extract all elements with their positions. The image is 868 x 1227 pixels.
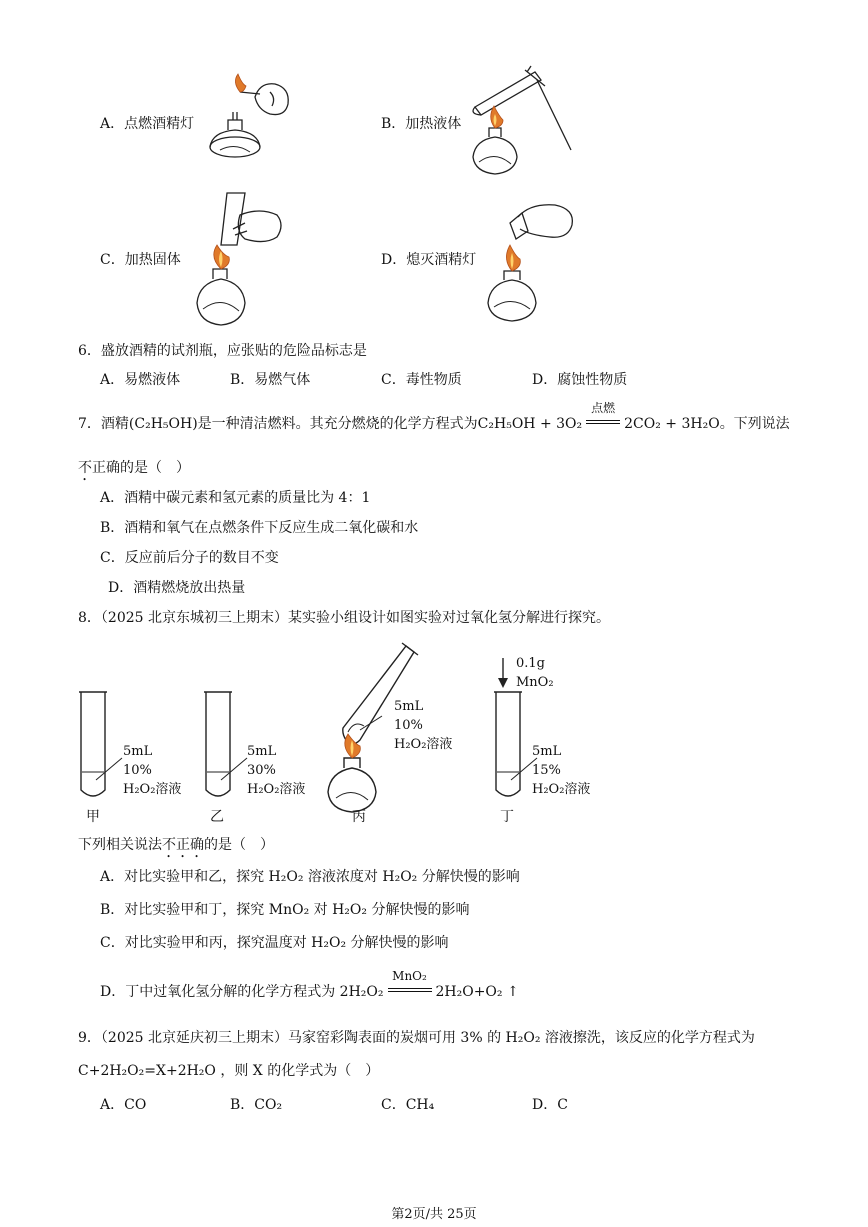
tube-ding-name: 丁 bbox=[500, 809, 514, 825]
q7-tail: 的是（ ） bbox=[120, 460, 190, 476]
q8-option-a: A．对比实验甲和乙，探究 H₂O₂ 溶液浓度对 H₂O₂ 分解快慢的影响 bbox=[100, 869, 520, 885]
q7-stem-post: 。下列说法 bbox=[719, 416, 790, 432]
tube-jia-solution: H₂O₂溶液 bbox=[123, 782, 182, 797]
tube-yi-volume: 5mL bbox=[247, 744, 277, 759]
mno2-formula: MnO₂ bbox=[516, 675, 554, 690]
tube-jia-name: 甲 bbox=[86, 809, 100, 825]
q6-option-b: B．易燃气体 bbox=[230, 372, 311, 388]
q8-question-a: 下列相关说法 bbox=[78, 837, 162, 853]
q8-question-b: 不正确 bbox=[162, 837, 204, 853]
tube-bing-volume: 5mL bbox=[394, 699, 424, 714]
tube-ding-label bbox=[532, 742, 590, 799]
q5-option-c: C．加热固体 bbox=[100, 252, 181, 268]
q7-option-b: B．酒精和氧气在点燃条件下反应生成二氧化碳和水 bbox=[100, 520, 419, 536]
q7-stem-line1 bbox=[78, 401, 790, 433]
q8-stem: 8．（2025 北京东城初三上期末）某实验小组设计如图实验对过氧化氢分解进行探究。 bbox=[78, 610, 610, 626]
mno2-mass: 0.1g bbox=[516, 656, 545, 671]
q6-option-c: C．毒性物质 bbox=[381, 372, 462, 388]
q8-option-b: B．对比实验甲和丁，探究 MnO₂ 对 H₂O₂ 分解快慢的影响 bbox=[100, 902, 470, 918]
q7-eq-left: C₂H₅OH + 3O₂ bbox=[477, 416, 583, 432]
tube-yi-solution: H₂O₂溶液 bbox=[247, 782, 306, 797]
q7-option-c: C．反应前后分子的数目不变 bbox=[100, 550, 279, 566]
tube-bing-name: 丙 bbox=[352, 809, 366, 825]
q9-option-d: D．C bbox=[532, 1097, 568, 1113]
q7-stem-pre: 7．酒精(C₂H₅OH)是一种清洁燃料。其充分燃烧的化学方程式为 bbox=[78, 416, 478, 432]
tube-jia-label bbox=[123, 742, 181, 799]
q6-stem: 6．盛放酒精的试剂瓶，应张贴的危险品标志是 bbox=[78, 343, 367, 359]
tube-jia-volume: 5mL bbox=[123, 744, 153, 759]
q9-stem-line1: 9．（2025 北京延庆初三上期末）马家窑彩陶表面的炭烟可用 3% 的 H₂O₂ 溶液擦洗，该反应的化学方程式为 bbox=[78, 1030, 755, 1046]
tube-ding-solution: H₂O₂溶液 bbox=[532, 782, 591, 797]
q9-option-c: C．CH₄ bbox=[381, 1097, 435, 1113]
q5-option-b: B．加热液体 bbox=[381, 116, 462, 132]
q6-option-a: A．易燃液体 bbox=[100, 372, 181, 388]
q9-option-b: B．CO₂ bbox=[230, 1097, 283, 1113]
lighting-lamp-figure bbox=[200, 72, 300, 167]
tube-ding-volume: 5mL bbox=[532, 744, 562, 759]
q7-option-a: A．酒精中碳元素和氢元素的质量比为 4：1 bbox=[100, 490, 371, 506]
q9-option-a: A．CO bbox=[100, 1097, 147, 1113]
mno2-addition-label bbox=[516, 654, 554, 692]
q8-question bbox=[78, 836, 274, 861]
q7-eq-arrow bbox=[584, 401, 622, 433]
q7-eq-condition: 点燃 bbox=[591, 401, 616, 415]
q9-stem-line2: C+2H₂O₂=X+2H₂O ，则 X 的化学式为（ ） bbox=[78, 1063, 380, 1079]
heating-liquid-figure bbox=[465, 62, 580, 182]
q5-option-a: A．点燃酒精灯 bbox=[100, 116, 195, 132]
tube-bing-label bbox=[394, 697, 452, 754]
q7-stem-line2 bbox=[78, 459, 190, 484]
heating-solid-figure bbox=[185, 185, 290, 330]
extinguishing-lamp-figure bbox=[480, 195, 580, 325]
q8-question-c: 的是（ ） bbox=[204, 837, 274, 853]
q8-option-d-arrow bbox=[386, 969, 434, 1001]
q8-option-d bbox=[100, 969, 519, 1001]
q8-option-d-pre: D．丁中过氧化氢分解的化学方程式为 2H₂O₂ bbox=[100, 984, 384, 1000]
tube-bing-solution: H₂O₂溶液 bbox=[394, 737, 453, 752]
tube-yi-label bbox=[247, 742, 305, 799]
q8-option-c: C．对比实验甲和丙，探究温度对 H₂O₂ 分解快慢的影响 bbox=[100, 935, 449, 951]
q8-option-d-post: 2H₂O+O₂ ↑ bbox=[435, 984, 519, 1000]
q7-not: 不 bbox=[78, 460, 92, 476]
q7-option-d: D．酒精燃烧放出热量 bbox=[108, 580, 246, 596]
q5-option-d: D．熄灭酒精灯 bbox=[381, 252, 477, 268]
page-footer: 第2页/共 25页 bbox=[391, 1207, 477, 1222]
tube-yi-concentration: 30% bbox=[247, 763, 276, 778]
q8-option-d-catalyst: MnO₂ bbox=[392, 969, 427, 983]
tube-ding-concentration: 15% bbox=[532, 763, 561, 778]
tube-yi-name: 乙 bbox=[210, 809, 224, 825]
q7-correct: 正确 bbox=[92, 460, 120, 476]
q7-eq-right: 2CO₂ + 3H₂O bbox=[624, 416, 720, 432]
tube-jia-concentration: 10% bbox=[123, 763, 152, 778]
q6-option-d: D．腐蚀性物质 bbox=[532, 372, 628, 388]
tube-bing-concentration: 10% bbox=[394, 718, 423, 733]
